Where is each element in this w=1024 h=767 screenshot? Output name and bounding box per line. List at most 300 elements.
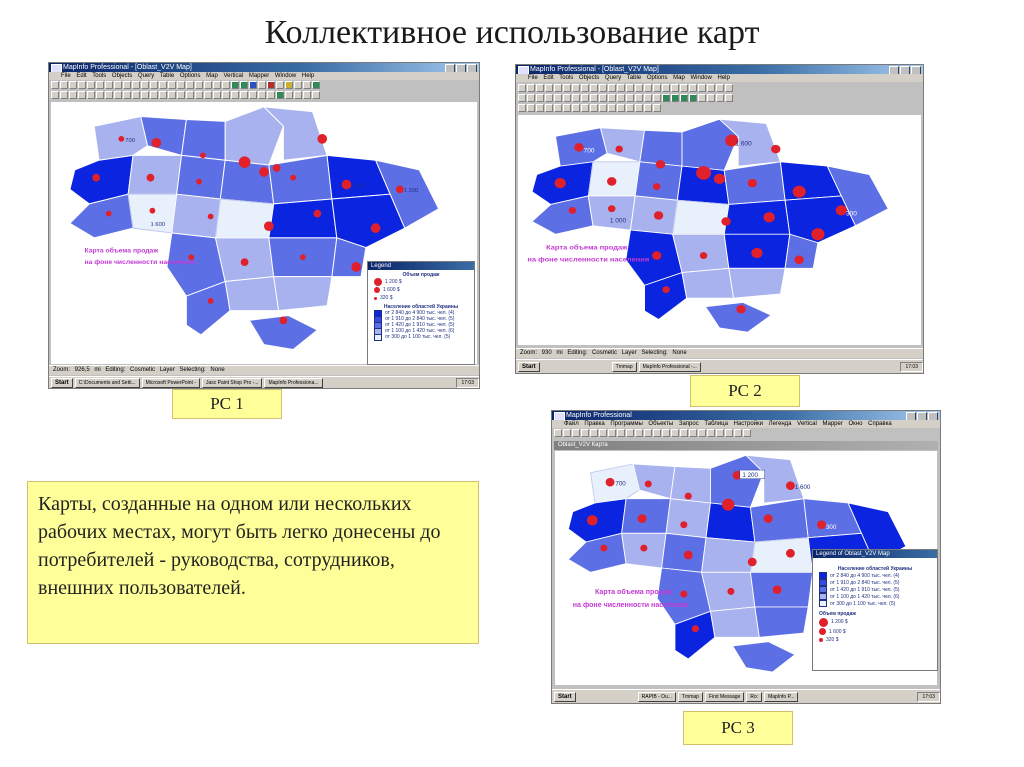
- toolbar-drawing[interactable]: [518, 94, 921, 103]
- sales-dot[interactable]: [313, 210, 321, 218]
- toolbar-button[interactable]: [707, 84, 715, 92]
- sales-dot[interactable]: [751, 248, 762, 258]
- toolbar-button[interactable]: [671, 94, 679, 102]
- map-region[interactable]: [682, 268, 734, 298]
- toolbar-button[interactable]: [698, 94, 706, 102]
- toolbar-button[interactable]: [186, 91, 194, 99]
- mapinfo-app-icon: [51, 64, 62, 72]
- toolbar-button[interactable]: [527, 104, 535, 112]
- toolbar-button[interactable]: [671, 429, 679, 437]
- toolbar-button[interactable]: [159, 91, 167, 99]
- toolbar-button[interactable]: [626, 84, 634, 92]
- toolbar-button[interactable]: [105, 81, 113, 89]
- toolbar-button[interactable]: [554, 84, 562, 92]
- sales-dot[interactable]: [748, 558, 757, 567]
- toolbar-button[interactable]: [662, 94, 670, 102]
- sales-dot[interactable]: [764, 212, 775, 222]
- toolbar-button[interactable]: [590, 104, 598, 112]
- sales-dot[interactable]: [587, 515, 598, 525]
- map-caption-line1: Карта объема продаж: [594, 589, 673, 596]
- toolbar-button[interactable]: [572, 94, 580, 102]
- map-region[interactable]: [269, 155, 332, 204]
- sales-dot[interactable]: [748, 179, 757, 188]
- toolbar-button[interactable]: [267, 91, 275, 99]
- map-region[interactable]: [633, 464, 675, 499]
- toolbar-button[interactable]: [312, 91, 320, 99]
- toolbar-button[interactable]: [554, 104, 562, 112]
- taskbar-item[interactable]: Jasc Paint Shop Pro -...: [202, 378, 263, 388]
- toolbar-button[interactable]: [527, 94, 535, 102]
- sales-dot-medium: [374, 287, 380, 293]
- legend-sales-row: 1 600 $: [368, 286, 474, 294]
- toolbar-button[interactable]: [96, 81, 104, 89]
- map-region[interactable]: [177, 155, 226, 199]
- sales-dot[interactable]: [811, 228, 824, 240]
- taskbar-item[interactable]: First Message: [705, 692, 744, 702]
- taskbar-item[interactable]: MapInfo P...: [764, 692, 798, 702]
- toolbar-button[interactable]: [653, 84, 661, 92]
- legend-window[interactable]: [812, 549, 938, 671]
- legend-pop-row: от 1 910 до 2 840 тыс. чел. (5): [813, 579, 937, 586]
- taskbar-item[interactable]: Tmmap: [612, 362, 637, 372]
- sales-dot[interactable]: [794, 256, 803, 265]
- toolbar-button[interactable]: [653, 104, 661, 112]
- toolbar-button[interactable]: [617, 84, 625, 92]
- toolbar-button[interactable]: [195, 81, 203, 89]
- taskbar-item[interactable]: Microsoft PowerPoint -: [142, 378, 200, 388]
- sales-dot[interactable]: [290, 175, 296, 181]
- map-region[interactable]: [724, 200, 790, 234]
- sales-dot[interactable]: [151, 138, 161, 148]
- sales-dot[interactable]: [92, 174, 100, 182]
- toolbar-button[interactable]: [536, 84, 544, 92]
- toolbar-button[interactable]: [635, 104, 643, 112]
- map-region[interactable]: [141, 117, 187, 156]
- window-title: MapInfo Professional - [Oblast_V2V Map]: [530, 66, 659, 73]
- toolbar-button[interactable]: [303, 91, 311, 99]
- toolbar-button[interactable]: [69, 91, 77, 99]
- map-region[interactable]: [70, 194, 133, 238]
- minimize-button[interactable]: [906, 412, 916, 420]
- taskbar-item[interactable]: MapInfo Professiona...: [264, 378, 322, 388]
- toolbar-button[interactable]: [150, 81, 158, 89]
- toolbar-button[interactable]: [671, 84, 679, 92]
- toolbar-button[interactable]: [518, 94, 526, 102]
- toolbar-button[interactable]: [240, 91, 248, 99]
- toolbar-button[interactable]: [689, 84, 697, 92]
- toolbar-button[interactable]: [240, 81, 248, 89]
- toolbar-button[interactable]: [725, 429, 733, 437]
- toolbar-button[interactable]: [644, 429, 652, 437]
- toolbar-button[interactable]: [608, 94, 616, 102]
- sales-dot[interactable]: [264, 221, 274, 231]
- sales-dot[interactable]: [615, 146, 622, 153]
- sales-dot[interactable]: [149, 208, 155, 214]
- taskbar-item[interactable]: RAPIB - Ou...: [638, 692, 676, 702]
- toolbar-button[interactable]: [105, 91, 113, 99]
- sales-dot[interactable]: [653, 183, 660, 190]
- taskbar-item[interactable]: Tmmap: [678, 692, 703, 702]
- toolbar-button[interactable]: [698, 429, 706, 437]
- toolbar-button[interactable]: [572, 104, 580, 112]
- legend-pop-row: от 1 420 до 1 910 тыс. чел. (5): [368, 322, 474, 328]
- menu-bar[interactable]: Файл Правка Программы Объекты Запрос Таблица Настройки Легенда Vertical Mapper Окно Справка: [552, 420, 940, 428]
- sales-dot[interactable]: [200, 152, 206, 158]
- sales-dot[interactable]: [692, 625, 699, 632]
- toolbar-button[interactable]: [123, 91, 131, 99]
- toolbar-button[interactable]: [536, 94, 544, 102]
- sales-dot[interactable]: [555, 178, 566, 188]
- maximize-button[interactable]: [456, 64, 466, 72]
- sales-dot[interactable]: [645, 480, 652, 487]
- sales-dot[interactable]: [764, 514, 773, 523]
- toolbar-button[interactable]: [267, 81, 275, 89]
- toolbar-button[interactable]: [617, 94, 625, 102]
- swatch: [819, 593, 827, 600]
- close-button[interactable]: [928, 412, 938, 420]
- sales-dot[interactable]: [696, 166, 711, 180]
- window-title: MapInfo Professional - [Oblast_V2V Map]: [63, 64, 192, 71]
- toolbar-button[interactable]: [231, 81, 239, 89]
- sales-dot[interactable]: [241, 258, 249, 266]
- toolbar-button[interactable]: [707, 429, 715, 437]
- toolbar-button[interactable]: [518, 84, 526, 92]
- close-button[interactable]: [911, 66, 921, 74]
- taskbar-clock: 17:03: [456, 378, 479, 388]
- toolbar-button[interactable]: [231, 91, 239, 99]
- toolbar-button[interactable]: [563, 84, 571, 92]
- slide-title: Коллективное использование карт: [264, 14, 760, 51]
- toolbar-button[interactable]: [635, 94, 643, 102]
- toolbar-button[interactable]: [294, 91, 302, 99]
- sales-dot[interactable]: [736, 305, 745, 314]
- toolbar-button[interactable]: [662, 84, 670, 92]
- sales-dot[interactable]: [600, 545, 607, 552]
- toolbar-button[interactable]: [635, 429, 643, 437]
- toolbar-button[interactable]: [689, 429, 697, 437]
- sales-dot[interactable]: [700, 252, 707, 259]
- sales-dot[interactable]: [727, 588, 734, 595]
- map-region[interactable]: [710, 607, 759, 637]
- toolbar-button[interactable]: [258, 81, 266, 89]
- sales-dot[interactable]: [786, 481, 795, 490]
- toolbar-button[interactable]: [87, 91, 95, 99]
- toolbar-button[interactable]: [51, 81, 59, 89]
- sales-dot[interactable]: [652, 251, 661, 260]
- toolbar-button[interactable]: [204, 91, 212, 99]
- map-caption-line2: на фоне численности населения: [84, 259, 195, 267]
- toolbar-button[interactable]: [545, 104, 553, 112]
- map-region[interactable]: [600, 128, 644, 162]
- toolbar-button[interactable]: [653, 429, 661, 437]
- toolbar-button[interactable]: [644, 84, 652, 92]
- toolbar-button[interactable]: [617, 104, 625, 112]
- sales-dot[interactable]: [817, 520, 826, 529]
- sales-dot[interactable]: [208, 214, 214, 220]
- sales-dot[interactable]: [680, 591, 687, 598]
- sales-dot[interactable]: [239, 156, 251, 168]
- map-region[interactable]: [225, 277, 278, 311]
- taskbar-item[interactable]: Ro:: [746, 692, 762, 702]
- sales-dot[interactable]: [638, 514, 647, 523]
- toolbar-button[interactable]: [716, 429, 724, 437]
- close-button[interactable]: [467, 64, 477, 72]
- toolbar-main[interactable]: [51, 81, 477, 90]
- sales-dot[interactable]: [280, 316, 288, 324]
- toolbar-button[interactable]: [249, 81, 257, 89]
- toolbar-button[interactable]: [69, 81, 77, 89]
- toolbar-button[interactable]: [590, 429, 598, 437]
- toolbar-button[interactable]: [518, 104, 526, 112]
- sales-dot[interactable]: [574, 143, 583, 152]
- toolbar-button[interactable]: [168, 81, 176, 89]
- description-note: Карты, созданные на одном или нескольких рабочих местах, могут быть легко донесены до потребителей - руководства, сотрудников, внешних пользователей.: [27, 481, 479, 644]
- sales-dot-small: [374, 297, 377, 300]
- toolbar-button[interactable]: [150, 91, 158, 99]
- toolbar-button[interactable]: [653, 94, 661, 102]
- sales-dot[interactable]: [300, 254, 306, 260]
- map-region[interactable]: [215, 199, 273, 238]
- legend-sales-row: 320 $: [368, 294, 474, 302]
- sales-dot[interactable]: [654, 211, 663, 220]
- toolbar-button[interactable]: [680, 94, 688, 102]
- toolbar-button[interactable]: [716, 84, 724, 92]
- toolbar-button[interactable]: [186, 81, 194, 89]
- sales-dot[interactable]: [118, 136, 124, 142]
- toolbar-button[interactable]: [608, 429, 616, 437]
- toolbar-drawing[interactable]: [51, 91, 477, 100]
- toolbar-button[interactable]: [96, 91, 104, 99]
- city-label: 1 000: [609, 217, 627, 225]
- sales-dot[interactable]: [771, 145, 780, 154]
- toolbar-button[interactable]: [581, 104, 589, 112]
- start-button[interactable]: Start: [51, 378, 73, 388]
- toolbar-button[interactable]: [725, 84, 733, 92]
- toolbar-button[interactable]: [141, 81, 149, 89]
- menu-bar[interactable]: File Edit Tools Objects Query Table Options Map Window Help: [516, 74, 923, 82]
- toolbar-button[interactable]: [689, 94, 697, 102]
- toolbar-button[interactable]: [581, 94, 589, 102]
- toolbar-button[interactable]: [276, 81, 284, 89]
- toolbar-button[interactable]: [572, 84, 580, 92]
- toolbar-button[interactable]: [123, 81, 131, 89]
- toolbar-button[interactable]: [662, 429, 670, 437]
- sales-dot[interactable]: [680, 521, 687, 528]
- toolbar-button[interactable]: [680, 84, 688, 92]
- toolbar-button[interactable]: [141, 91, 149, 99]
- sales-dot[interactable]: [714, 174, 725, 184]
- toolbar-button[interactable]: [563, 94, 571, 102]
- sales-dot[interactable]: [662, 286, 669, 293]
- toolbar-button[interactable]: [294, 81, 302, 89]
- toolbar-button[interactable]: [698, 84, 706, 92]
- map-region[interactable]: [532, 196, 593, 234]
- toolbar-button[interactable]: [168, 91, 176, 99]
- toolbar-button[interactable]: [626, 104, 634, 112]
- map-region[interactable]: [750, 499, 808, 542]
- map-region[interactable]: [662, 533, 706, 572]
- legend-window[interactable]: [367, 261, 475, 365]
- toolbar-button[interactable]: [707, 94, 715, 102]
- sales-dot[interactable]: [773, 585, 782, 594]
- map-region[interactable]: [755, 607, 808, 637]
- taskbar-item[interactable]: MapInfo Professional -...: [639, 362, 701, 372]
- sales-dot[interactable]: [396, 185, 404, 193]
- sales-dot[interactable]: [351, 262, 361, 272]
- map-region[interactable]: [128, 155, 181, 194]
- toolbar-button[interactable]: [725, 94, 733, 102]
- legend-title: Legend of Oblast_V2V Map: [813, 550, 937, 558]
- map-region[interactable]: [729, 268, 785, 298]
- toolbar-button[interactable]: [312, 81, 320, 89]
- map-region[interactable]: [750, 572, 812, 607]
- map-region[interactable]: [750, 538, 812, 573]
- toolbar-button[interactable]: [303, 81, 311, 89]
- toolbar-button[interactable]: [734, 429, 742, 437]
- toolbar-button[interactable]: [599, 104, 607, 112]
- taskbar-item[interactable]: C:\Documents and Setti...: [75, 378, 140, 388]
- toolbar-button[interactable]: [608, 84, 616, 92]
- toolbar-button[interactable]: [617, 429, 625, 437]
- maximize-button[interactable]: [900, 66, 910, 74]
- toolbar-button[interactable]: [554, 94, 562, 102]
- city-label: 1 600: [350, 183, 365, 190]
- sales-dot[interactable]: [607, 177, 616, 186]
- menu-bar[interactable]: File Edit Tools Objects Query Table Options Map Vertical Mapper Window Help: [49, 72, 479, 80]
- sales-dot[interactable]: [196, 179, 202, 185]
- map-region[interactable]: [568, 533, 626, 572]
- toolbar-button[interactable]: [599, 429, 607, 437]
- toolbar-button[interactable]: [132, 81, 140, 89]
- map-caption-line2: на фоне численности населения: [572, 602, 689, 609]
- minimize-button[interactable]: [445, 64, 455, 72]
- sales-dot[interactable]: [640, 545, 647, 552]
- toolbar-button[interactable]: [114, 81, 122, 89]
- sales-dot[interactable]: [147, 174, 155, 182]
- toolbar-button[interactable]: [599, 94, 607, 102]
- toolbar-button[interactable]: [581, 429, 589, 437]
- sales-dot[interactable]: [656, 160, 665, 169]
- start-button[interactable]: Start: [518, 362, 540, 372]
- toolbar-button[interactable]: [177, 91, 185, 99]
- toolbar-button[interactable]: [554, 429, 562, 437]
- toolbar-button[interactable]: [626, 429, 634, 437]
- toolbar-button[interactable]: [536, 104, 544, 112]
- toolbar-button[interactable]: [258, 91, 266, 99]
- sales-dot[interactable]: [793, 186, 806, 198]
- map-region[interactable]: [702, 538, 755, 573]
- toolbar-button[interactable]: [114, 91, 122, 99]
- sales-dot[interactable]: [722, 499, 734, 511]
- toolbar-button[interactable]: [599, 84, 607, 92]
- sales-dot[interactable]: [371, 223, 381, 233]
- sales-dot[interactable]: [606, 478, 615, 487]
- toolbar-button[interactable]: [60, 91, 68, 99]
- toolbar-button[interactable]: [285, 91, 293, 99]
- toolbar-button[interactable]: [581, 84, 589, 92]
- toolbar-button[interactable]: [276, 91, 284, 99]
- legend-sales-header: Объем продаж: [402, 272, 440, 278]
- toolbar-button[interactable]: [590, 84, 598, 92]
- map-region[interactable]: [269, 199, 337, 238]
- map-region[interactable]: [630, 196, 677, 234]
- sales-dot[interactable]: [569, 207, 576, 214]
- toolbar-button[interactable]: [644, 94, 652, 102]
- sales-dot[interactable]: [721, 217, 730, 226]
- toolbar-button[interactable]: [644, 104, 652, 112]
- maximize-button[interactable]: [917, 412, 927, 420]
- sales-dot[interactable]: [106, 211, 112, 217]
- toolbar-button[interactable]: [222, 81, 230, 89]
- toolbar-button[interactable]: [159, 81, 167, 89]
- toolbar-button[interactable]: [132, 91, 140, 99]
- sales-dot[interactable]: [685, 493, 692, 500]
- toolbar-main[interactable]: [554, 429, 938, 438]
- toolbar-button[interactable]: [527, 84, 535, 92]
- ukraine-map[interactable]: [518, 115, 921, 345]
- swatch: [819, 579, 827, 586]
- toolbar-main[interactable]: [518, 84, 921, 93]
- toolbar-button[interactable]: [680, 429, 688, 437]
- sales-dot[interactable]: [786, 549, 795, 558]
- sales-dot[interactable]: [273, 164, 281, 172]
- toolbar-button[interactable]: [608, 104, 616, 112]
- toolbar-button[interactable]: [78, 81, 86, 89]
- minimize-button[interactable]: [889, 66, 899, 74]
- toolbar-button[interactable]: [545, 84, 553, 92]
- legend-pop-row: от 1 100 до 1 420 тыс. чел. (6): [368, 328, 474, 334]
- legend-pop-row: от 2 840 до 4 900 тыс. чел. (4): [368, 310, 474, 316]
- toolbar-button[interactable]: [177, 81, 185, 89]
- city-label: 700: [125, 137, 135, 144]
- toolbar-button[interactable]: [60, 81, 68, 89]
- toolbar-button[interactable]: [222, 91, 230, 99]
- toolbar-button[interactable]: [213, 91, 221, 99]
- toolbar-tools[interactable]: [518, 104, 921, 113]
- toolbar-button[interactable]: [285, 81, 293, 89]
- toolbar-button[interactable]: [195, 91, 203, 99]
- sales-dot[interactable]: [608, 205, 615, 212]
- toolbar-button[interactable]: [563, 429, 571, 437]
- map-region[interactable]: [622, 499, 671, 534]
- toolbar-button[interactable]: [626, 94, 634, 102]
- toolbar-button[interactable]: [87, 81, 95, 89]
- start-button[interactable]: Start: [554, 692, 576, 702]
- map-region[interactable]: [673, 200, 729, 234]
- toolbar-button[interactable]: [545, 94, 553, 102]
- toolbar-button[interactable]: [213, 81, 221, 89]
- toolbar-button[interactable]: [563, 104, 571, 112]
- sales-dot[interactable]: [317, 134, 327, 144]
- toolbar-button[interactable]: [590, 94, 598, 102]
- sales-dot[interactable]: [684, 551, 693, 560]
- toolbar-button[interactable]: [635, 84, 643, 92]
- map-region[interactable]: [666, 499, 710, 538]
- map-region[interactable]: [733, 642, 795, 672]
- toolbar-button[interactable]: [716, 94, 724, 102]
- toolbar-button[interactable]: [743, 429, 751, 437]
- toolbar-button[interactable]: [204, 81, 212, 89]
- sales-dot[interactable]: [208, 298, 214, 304]
- toolbar-button[interactable]: [51, 91, 59, 99]
- sales-dot[interactable]: [259, 167, 269, 177]
- toolbar-button[interactable]: [249, 91, 257, 99]
- map-region[interactable]: [588, 196, 635, 230]
- toolbar-button[interactable]: [572, 429, 580, 437]
- map-region[interactable]: [274, 277, 332, 311]
- map-window[interactable]: [518, 115, 921, 345]
- toolbar-button[interactable]: [78, 91, 86, 99]
